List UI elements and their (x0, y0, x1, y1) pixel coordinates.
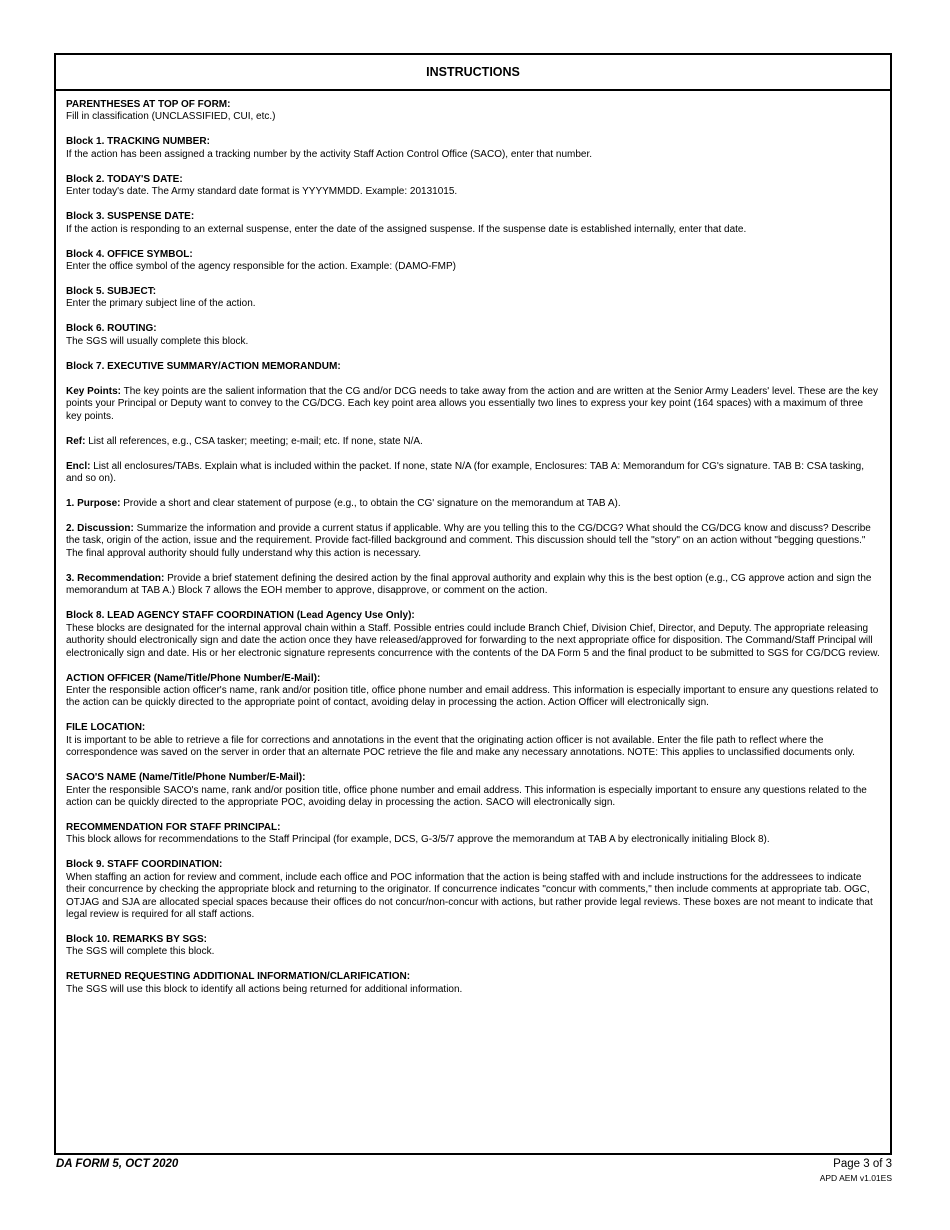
block7-encl (66, 461, 880, 486)
item-text: Summarize the information and provide a current status if applicable. Why are you telling this to the CG/DCG? What should the CG/DCG know and discuss? Describe the task, origin of the action, issue and the requirement. Provide fact-filled background and comment. This discussion should tell the "story" on an action without "begging questions." The final approval authority should fully understand why this action is necessary. (66, 523, 871, 559)
section-block-4 (66, 249, 880, 274)
item-text: List all enclosures/TABs. Explain what is included within the packet. If none, state N/A (for example, Enclosures: TAB A: Memorandum for CG's signature. TAB B: CSA tasking, and so on). (66, 460, 865, 485)
form-name: DA FORM 5, OCT 2020 (56, 1158, 179, 1170)
section-text: The SGS will usually complete this block. (66, 335, 249, 347)
section-heading: Block 5. SUBJECT: (66, 286, 157, 298)
section-heading: PARENTHESES AT TOP OF FORM: (66, 99, 231, 110)
item-label: Key Points: (66, 385, 122, 397)
section-block-9 (66, 859, 880, 921)
section-text: The SGS will use this block to identify all actions being returned for additional information. (66, 983, 463, 995)
section-text: Enter the responsible SACO's name, rank and/or position title, office phone number and email address. This information is especially important to ensure any questions related to the action can be quickly directed to the appropriate POC, avoiding delay in processing the action. SACO will electronically sign. (66, 784, 867, 808)
section-heading: Block 8. LEAD AGENCY STAFF COORDINATION (Lead Agency Use Only): (66, 610, 415, 622)
section-heading: Block 7. EXECUTIVE SUMMARY/ACTION MEMORANDUM: (66, 360, 341, 372)
section-heading: ACTION OFFICER (Name/Title/Phone Number/E-Mail): (66, 672, 321, 684)
block7-key-points (66, 386, 880, 423)
section-recommendation-staff-principal (66, 822, 880, 847)
page-title: INSTRUCTIONS (56, 55, 890, 91)
section-block-2 (66, 174, 880, 199)
section-returned-requesting (66, 971, 880, 996)
section-text: This block allows for recommendations to the Staff Principal (for example, DCS, G-3/5/7 approve the memorandum at TAB A by electronically initialing Block 8). (66, 834, 770, 846)
section-block-8 (66, 610, 880, 660)
item-text: Provide a short and clear statement of purpose (e.g., to obtain the CG' signature on the memorandum at TAB A). (120, 498, 621, 510)
section-parentheses (66, 99, 880, 124)
section-text: Fill in classification (UNCLASSIFIED, CUI, etc.) (66, 111, 276, 123)
block7-discussion (66, 523, 880, 560)
section-heading: Block 6. ROUTING: (66, 323, 157, 335)
section-heading: RECOMMENDATION FOR STAFF PRINCIPAL: (66, 821, 281, 833)
item-text: The key points are the salient information that the CG and/or DCG needs to take away from the action and are written at the Senior Army Leaders' level. These are the key points your Principal or Deputy want to convey to the CG/DCG. Each key point area allows you essentially two lines to express your key point (164 spaces) with a maximum of three key points. (66, 385, 878, 422)
section-text: These blocks are designated for the internal approval chain within a Staff. Possible entries could include Branch Chief, Division Chief, Director, and Deputy. The appropriate releasing authority should electronically sign and date the action once they have released/approved for forwarding to the next appropriate office for disposition. The Command/Staff Principal will electronically sign and date. His or her electronic signature represents concurrence with the contents of the DA Form 5 and the final product to be submitted to SGS for CG/DCG review. (66, 622, 880, 659)
section-saco-name (66, 772, 880, 809)
section-text: If the action has been assigned a tracking number by the activity Staff Action Control Office (SACO), enter that number. (66, 148, 593, 160)
section-text: Enter today's date. The Army standard date format is YYYYMMDD. Example: 20131015. (66, 186, 458, 198)
section-block-3 (66, 211, 880, 236)
item-text: List all references, e.g., CSA tasker; meeting; e-mail; etc. If none, state N/A. (85, 435, 423, 447)
instructions-content (56, 91, 890, 996)
item-label: 1. Purpose: (66, 498, 121, 510)
section-heading: Block 2. TODAY'S DATE: (66, 173, 183, 185)
page-number: Page 3 of 3 (833, 1158, 892, 1170)
version-label: APD AEM v1.01ES (819, 1173, 892, 1183)
section-heading: Block 10. REMARKS BY SGS: (66, 933, 207, 945)
section-text: The SGS will complete this block. (66, 946, 215, 958)
section-block-6 (66, 323, 880, 348)
section-file-location (66, 722, 880, 759)
section-block-1 (66, 136, 880, 161)
item-label: Encl: (66, 460, 91, 472)
section-text: If the action is responding to an external suspense, enter the date of the assigned suspense. If the suspense date is established internally, enter that date. (66, 223, 747, 235)
section-heading: FILE LOCATION: (66, 722, 146, 734)
instructions-frame (54, 53, 892, 1155)
block7-recommendation (66, 573, 880, 598)
item-label: 2. Discussion: (66, 523, 134, 535)
section-heading: RETURNED REQUESTING ADDITIONAL INFORMATION/CLARIFICATION: (66, 971, 411, 983)
section-block-5 (66, 286, 880, 311)
section-heading: Block 3. SUSPENSE DATE: (66, 211, 195, 223)
section-text: When staffing an action for review and comment, include each office and POC information that the action is being staffed with and include instructions for the addressees to indicate their concurrence by checking the appropriate block and returning to the originator. If concurrence indicates "concur with comments," then include comments at appropriate tab. OGC, OTJAG and SJA are allocated special spaces because their offices do not concur/non-concur with actions, but rather provide legal reviews. These boxes are not meant to indicate that legal review is required for all staff actions. (66, 871, 873, 920)
block7-purpose (66, 498, 880, 510)
section-heading: Block 4. OFFICE SYMBOL: (66, 248, 193, 260)
section-text: Enter the primary subject line of the action. (66, 298, 256, 310)
item-label: 3. Recommendation: (66, 572, 165, 584)
section-text: Enter the responsible action officer's name, rank and/or position title, office phone number and email address. This information is especially important to ensure any questions related to the action can be quickly directed to the appropriate point of contact, avoiding delay in processing the action. Action Officer will electronically sign. (66, 684, 879, 709)
section-text: It is important to be able to retrieve a file for corrections and annotations in the event that the originating action officer is not available. Enter the file path to reflect where the correspondence was saved on the server in order that an alternate POC retrieve the file and make any necessary annotations. NOTE: This applies to unclassified documents only. (66, 734, 855, 759)
item-text: Provide a brief statement defining the desired action by the final approval authority and explain why this is the best option (e.g., CG approve action and sign the memorandum at TAB A.) Block 7 allows the EOH member to approve, disapprove, or comment on the action. (66, 572, 872, 597)
section-heading: Block 9. STAFF COORDINATION: (66, 859, 223, 871)
item-label: Ref: (66, 435, 86, 447)
section-text: Enter the office symbol of the agency responsible for the action. Example: (DAMO-FMP) (66, 261, 456, 273)
section-heading: Block 1. TRACKING NUMBER: (66, 136, 210, 148)
footer-page-info (820, 1158, 892, 1183)
block7-ref (66, 436, 880, 448)
section-block-10 (66, 934, 880, 959)
section-block-7 (66, 361, 880, 373)
section-action-officer (66, 673, 880, 710)
section-heading: SACO'S NAME (Name/Title/Phone Number/E-Mail): (66, 772, 306, 784)
